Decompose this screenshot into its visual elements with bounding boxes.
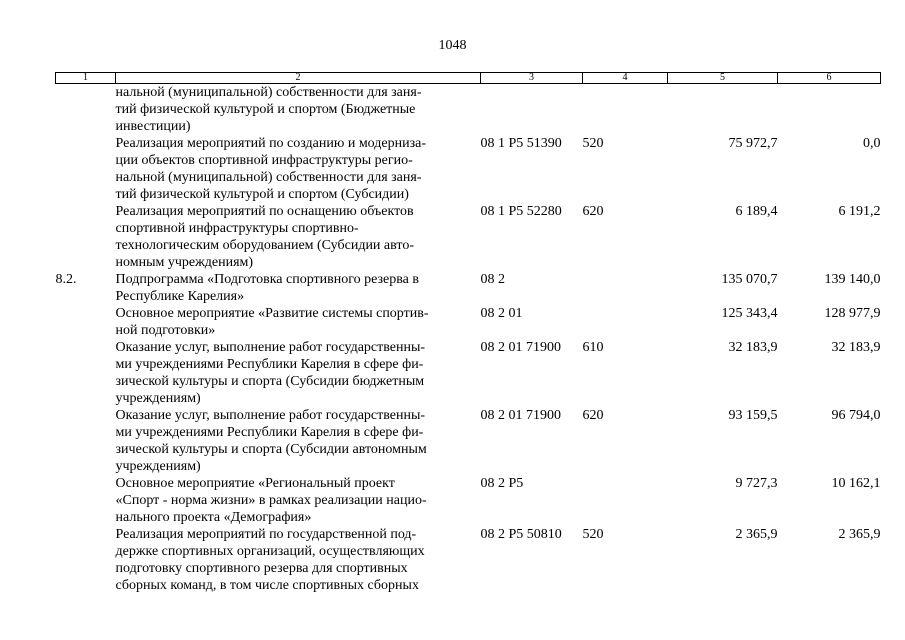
column-header-3: 3	[481, 73, 583, 84]
row-name-line: зической культуры и спорта (Субсидии автономным	[115, 442, 427, 457]
row-name-line: технологическим оборудованием (Субсидии авто-	[115, 238, 414, 253]
row-expense-type-cell: 520	[582, 527, 604, 542]
row-code-cell: 08 2 P5	[480, 476, 524, 491]
column-header-4: 4	[583, 73, 668, 84]
row-expense-type-cell: 610	[582, 340, 604, 355]
row-name-line: Реализация мероприятий по оснащению объектов	[115, 204, 414, 219]
column-header-2: 2	[116, 73, 481, 84]
row-name-line: Реализация мероприятий по созданию и модерниза-	[115, 136, 427, 151]
row-expense-type-cell	[583, 305, 668, 339]
row-number-cell	[56, 475, 116, 526]
row-number-cell	[56, 407, 116, 475]
column-header-6: 6	[778, 73, 881, 84]
row-name-cell	[116, 271, 481, 305]
row-name-line: учреждениям)	[115, 391, 201, 406]
column-header-1: 1	[56, 73, 116, 84]
row-name-line: тий физической культурой и спортом (Бюджетные	[115, 102, 416, 117]
row-expense-type-cell	[583, 271, 668, 305]
row-name-line: ми учреждениями Республики Карелия в сфере фи-	[115, 357, 424, 372]
row-expense-type-cell: 620	[582, 204, 604, 219]
row-name-line: ции объектов спортивной инфраструктуры регио-	[115, 153, 413, 168]
row-name-line: Реализация мероприятий по государственной под-	[115, 527, 417, 542]
table-row	[56, 526, 881, 594]
row-code-cell: 08 2 P5 50810	[480, 527, 562, 542]
row-code-cell: 08 1 P5 52280	[480, 204, 562, 219]
row-value-col6-cell: 139 140,0	[824, 272, 881, 287]
row-value-col5-cell: 9 727,3	[735, 476, 778, 491]
row-number-cell	[56, 84, 116, 136]
column-header-5: 5	[668, 73, 778, 84]
table-row	[56, 407, 881, 475]
row-value-col6-cell: 6 191,2	[838, 204, 881, 219]
row-name-line: ми учреждениями Республики Карелия в сфере фи-	[115, 425, 424, 440]
table-row	[56, 203, 881, 271]
row-name-line: Оказание услуг, выполнение работ государственны-	[115, 340, 426, 355]
row-value-col6-cell: 2 365,9	[838, 527, 881, 542]
table-row	[56, 339, 881, 407]
row-value-col5-cell: 93 159,5	[728, 408, 778, 423]
row-value-col6-cell: 32 183,9	[831, 340, 881, 355]
row-value-col6-cell	[778, 84, 881, 136]
row-name-line: подготовку спортивного резерва для спортивных	[115, 561, 408, 576]
row-name-line: Республике Карелия»	[115, 289, 245, 304]
row-name-line: инвестиции)	[115, 119, 191, 134]
row-number-cell	[56, 305, 116, 339]
row-name-cell	[116, 135, 481, 203]
row-number-cell	[56, 339, 116, 407]
row-name-line: номным учреждениям)	[115, 255, 254, 270]
table-row	[56, 475, 881, 526]
table-row	[56, 135, 881, 203]
row-number-cell	[56, 135, 116, 203]
row-value-col5-cell: 135 070,7	[721, 272, 778, 287]
budget-table	[55, 72, 881, 594]
table-body	[56, 84, 881, 595]
row-value-col6-cell: 128 977,9	[824, 306, 881, 321]
table-row	[56, 305, 881, 339]
row-name-line: учреждениям)	[115, 459, 201, 474]
row-name-line: нального проекта «Демография»	[115, 510, 312, 525]
page-number: 1048	[438, 38, 467, 53]
row-expense-type-cell	[583, 475, 668, 526]
table-row	[56, 84, 881, 136]
row-code-cell	[481, 84, 583, 136]
table-header-row	[56, 73, 881, 84]
row-expense-type-cell: 620	[582, 408, 604, 423]
row-name-cell	[116, 203, 481, 271]
row-value-col6-cell: 10 162,1	[831, 476, 881, 491]
row-name-cell	[116, 407, 481, 475]
row-name-line: держке спортивных организаций, осуществляющих	[115, 544, 425, 559]
row-expense-type-cell	[583, 84, 668, 136]
row-name-line: Подпрограмма «Подготовка спортивного резерва в	[115, 272, 420, 287]
row-name-cell	[116, 526, 481, 594]
row-value-col5-cell: 32 183,9	[728, 340, 778, 355]
row-number-cell: 8.2.	[55, 272, 77, 287]
table-row	[56, 271, 881, 305]
row-name-cell	[116, 339, 481, 407]
row-name-line: сборных команд, в том числе спортивных сборных	[115, 578, 419, 593]
row-name-cell	[116, 84, 481, 136]
row-name-line: тий физической культурой и спортом (Субсидии)	[115, 187, 409, 202]
row-expense-type-cell: 520	[582, 136, 604, 151]
row-code-cell: 08 2	[480, 272, 505, 287]
row-code-cell: 08 2 01	[480, 306, 523, 321]
row-code-cell: 08 2 01 71900	[480, 340, 561, 355]
row-value-col5-cell: 75 972,7	[728, 136, 778, 151]
row-name-line: зической культуры и спорта (Субсидии бюджетным	[115, 374, 425, 389]
row-name-line: спортивной инфраструктуры спортивно-	[115, 221, 359, 236]
row-value-col6-cell: 0,0	[863, 136, 881, 151]
row-value-col6-cell: 96 794,0	[831, 408, 881, 423]
row-name-line: Основное мероприятие «Региональный проект	[115, 476, 395, 491]
row-name-line: Оказание услуг, выполнение работ государственны-	[115, 408, 426, 423]
row-value-col5-cell	[668, 84, 778, 136]
row-value-col5-cell: 2 365,9	[735, 527, 778, 542]
row-value-col5-cell: 6 189,4	[735, 204, 778, 219]
row-name-cell	[116, 475, 481, 526]
row-name-line: ной подготовки»	[115, 323, 216, 338]
row-number-cell	[56, 526, 116, 594]
row-name-line: нальной (муниципальной) собственности для заня-	[115, 170, 422, 185]
row-code-cell: 08 1 P5 51390	[480, 136, 562, 151]
row-name-line: Основное мероприятие «Развитие системы спортив-	[115, 306, 429, 321]
row-number-cell	[56, 203, 116, 271]
row-value-col5-cell: 125 343,4	[721, 306, 778, 321]
row-name-line: «Спорт - норма жизни» в рамках реализации нацио-	[115, 493, 427, 508]
row-name-cell	[116, 305, 481, 339]
row-code-cell: 08 2 01 71900	[480, 408, 561, 423]
row-name-line: нальной (муниципальной) собственности для заня-	[115, 85, 422, 100]
